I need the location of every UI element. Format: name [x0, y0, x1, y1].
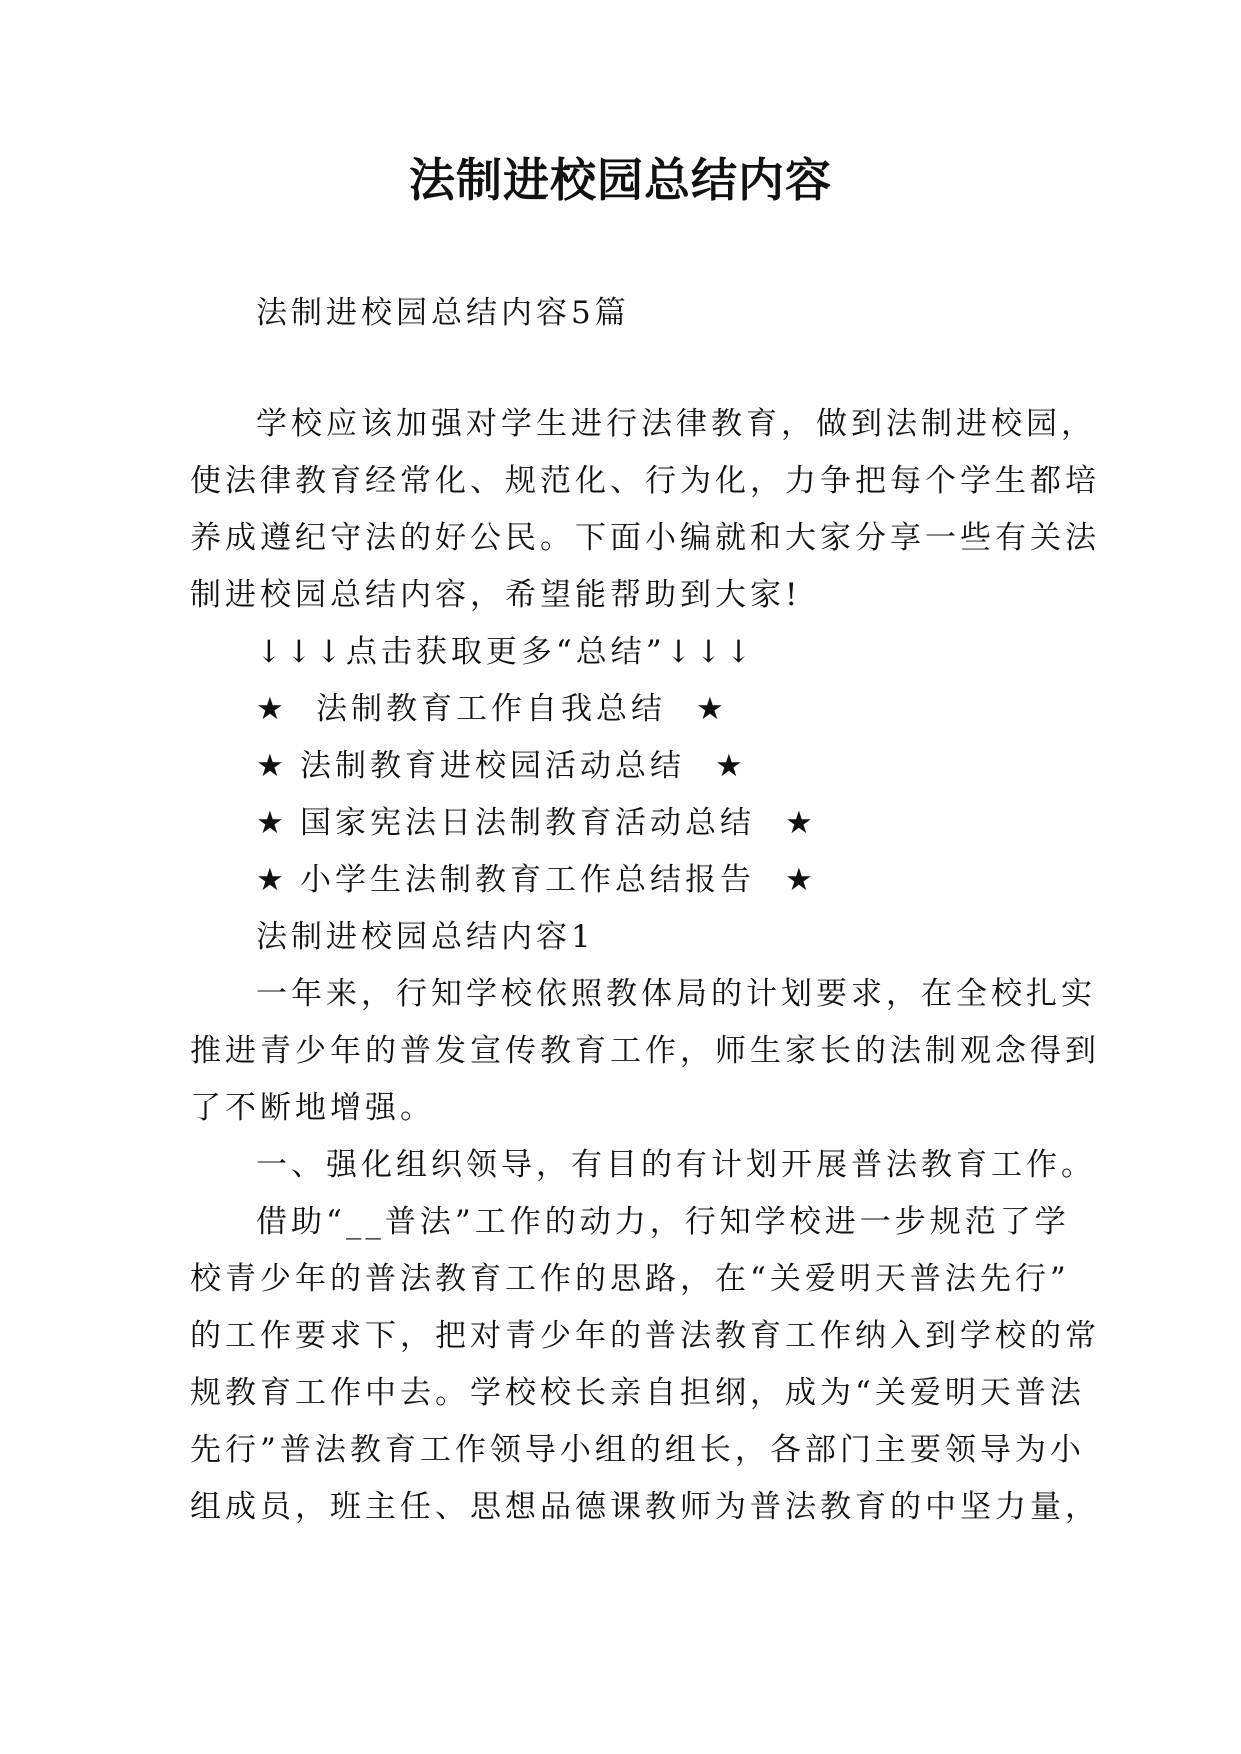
star-icon: ★ — [785, 862, 817, 898]
paragraph-line: 先行”普法教育工作领导小组的组长，各部门主要领导为小 — [190, 1432, 1085, 1468]
star-icon: ★ — [256, 862, 288, 898]
section-heading: 法制进校园总结内容1 — [256, 919, 595, 955]
star-icon: ★ — [696, 691, 728, 727]
more-summaries-link[interactable]: ↓↓↓点击获取更多“总结”↓↓↓ — [256, 634, 756, 670]
star-icon: ★ — [256, 805, 288, 841]
star-icon: ★ — [256, 691, 288, 727]
paragraph-line: 推进青少年的普发宣传教育工作，师生家长的法制观念得到 — [190, 1033, 1100, 1069]
related-link-item[interactable] — [190, 681, 1070, 738]
paragraph-line: 一年来，行知学校依照教体局的计划要求，在全校扎实 — [256, 976, 1096, 1012]
paragraph-line: 组成员，班主任、思想品德课教师为普法教育的中坚力量， — [190, 1489, 1100, 1525]
document-body — [190, 285, 1100, 1536]
related-link-item[interactable] — [190, 795, 1070, 852]
star-icon: ★ — [256, 748, 288, 784]
paragraph-line: 规教育工作中去。学校校长亲自担纲，成为“关爱明天普法 — [190, 1375, 1085, 1411]
related-link-item[interactable] — [190, 738, 1070, 795]
spacer — [190, 342, 1070, 396]
related-link-label[interactable]: 国家宪法日法制教育活动总结 — [300, 805, 755, 841]
related-link-item[interactable] — [190, 852, 1070, 909]
related-link-label[interactable]: 法制教育进校园活动总结 — [300, 748, 685, 784]
intro-line: 使法律教育经常化、规范化、行为化，力争把每个学生都培 — [190, 463, 1100, 499]
related-link-label[interactable]: 法制教育工作自我总结 — [316, 691, 666, 727]
intro-line: 制进校园总结内容，希望能帮助到大家! — [190, 577, 802, 613]
intro-line: 学校应该加强对学生进行法律教育，做到法制进校园， — [256, 406, 1096, 442]
paragraph-line: 校青少年的普法教育工作的思路，在“关爱明天普法先行” — [190, 1261, 1070, 1297]
intro-line: 养成遵纪守法的好公民。下面小编就和大家分享一些有关法 — [190, 520, 1100, 556]
star-icon: ★ — [785, 805, 817, 841]
related-link-label[interactable]: 小学生法制教育工作总结报告 — [300, 862, 755, 898]
document-subtitle: 法制进校园总结内容5篇 — [256, 295, 630, 331]
document-title: 法制进校园总结内容 — [409, 153, 832, 207]
point-heading: 一、强化组织领导，有目的有计划开展普法教育工作。 — [256, 1147, 1096, 1183]
paragraph-line: 了不断地增强。 — [190, 1090, 435, 1126]
paragraph-line: 的工作要求下，把对青少年的普法教育工作纳入到学校的常 — [190, 1318, 1100, 1354]
paragraph-line: 借助“__普法”工作的动力，行知学校进一步规范了学 — [256, 1204, 1070, 1240]
star-icon: ★ — [715, 748, 747, 784]
